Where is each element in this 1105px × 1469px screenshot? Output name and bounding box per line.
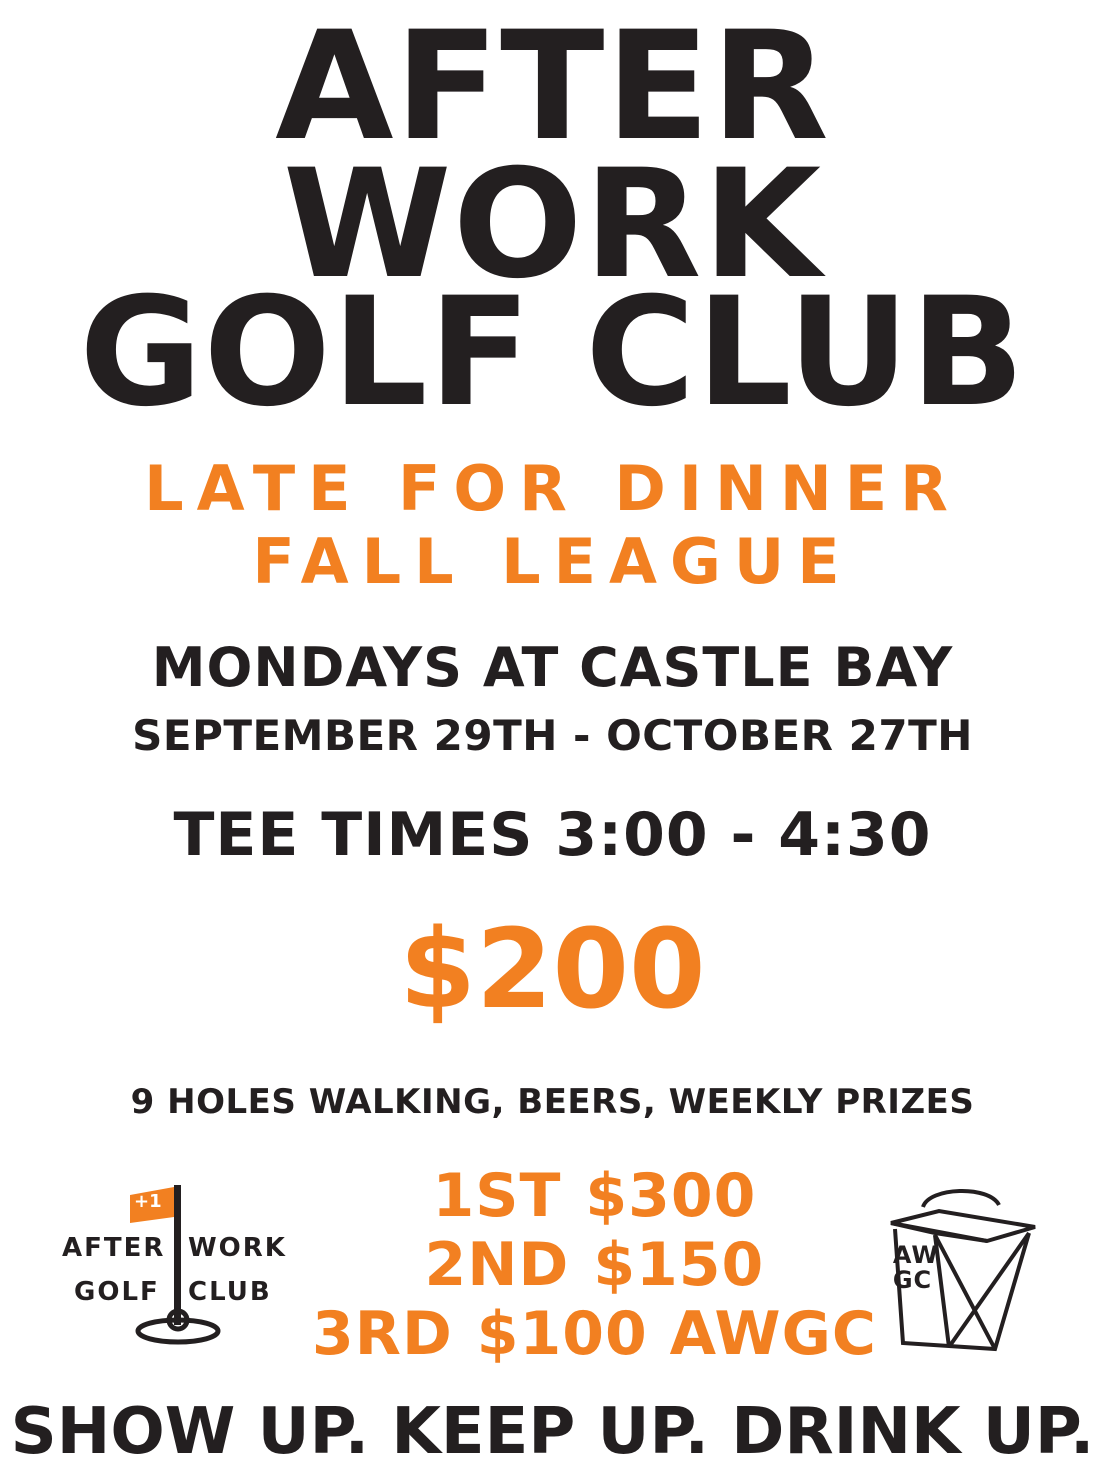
- payout-place-3: 3RD: [312, 1299, 453, 1370]
- takeout-box-label-line-2: GC: [892, 1266, 933, 1294]
- awgc-logo-word-golf: GOLF: [74, 1276, 160, 1307]
- awgc-logo-word-work: WORK: [188, 1232, 287, 1263]
- poster-subtitle: [144, 452, 961, 598]
- payout-place-2: 2ND: [424, 1230, 570, 1301]
- poster-subtitle-line-2: FALL LEAGUE: [252, 525, 853, 599]
- awgc-logo-word-club: CLUB: [188, 1276, 272, 1307]
- payout-amount-1: $300: [585, 1161, 757, 1232]
- poster-slogan: SHOW UP. KEEP UP. DRINK UP.: [10, 1395, 1095, 1469]
- poster-venue: MONDAYS AT CASTLE BAY: [151, 636, 954, 700]
- awgc-logo-word-after: AFTER: [62, 1232, 166, 1263]
- payout-amount-3: $100 AWGC: [476, 1299, 877, 1370]
- poster-middle-row: [0, 1162, 1105, 1369]
- takeout-box-illustration: [877, 1171, 1047, 1361]
- poster-headline-line-2: GOLF CLUB: [79, 266, 1026, 440]
- payout-place-1: 1ST: [432, 1161, 562, 1232]
- takeout-box-label: [892, 1240, 939, 1294]
- awgc-logo: [62, 1171, 302, 1361]
- takeout-box-label-line-1: AW: [892, 1240, 939, 1269]
- poster-price: $200: [399, 905, 706, 1034]
- poster-dates: SEPTEMBER 29TH - OCTOBER 27TH: [132, 711, 973, 761]
- payout-row-1: [312, 1162, 877, 1231]
- payout-list: [312, 1162, 877, 1369]
- poster-subtitle-line-1: LATE FOR DINNER: [144, 452, 961, 525]
- golf-flag-icon: [62, 1171, 302, 1361]
- poster-headline-line-1: AFTER WORK: [275, 0, 830, 312]
- poster-includes: 9 HOLES WALKING, BEERS, WEEKLY PRIZES: [130, 1082, 975, 1123]
- payout-row-3: [312, 1300, 877, 1369]
- awgc-logo-flag-number: +1: [134, 1190, 162, 1212]
- payout-row-2: [312, 1231, 877, 1300]
- poster-tee-times: TEE TIMES 3:00 - 4:30: [173, 800, 932, 871]
- payout-amount-2: $150: [593, 1230, 765, 1301]
